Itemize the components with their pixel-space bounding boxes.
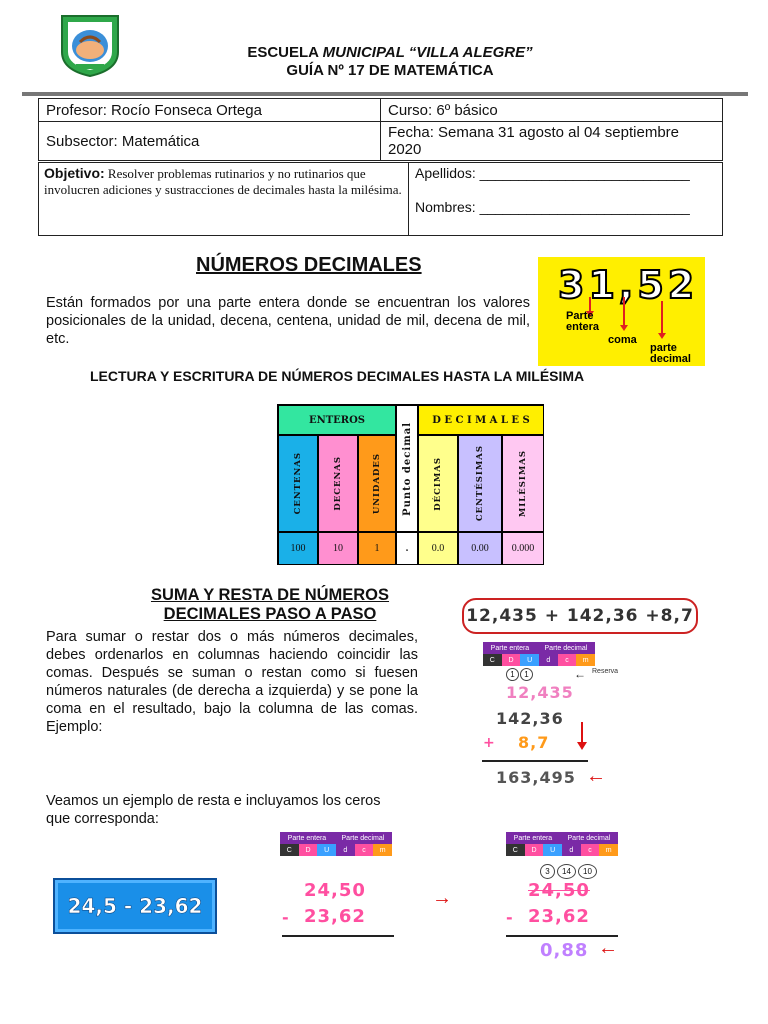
subtraction-header-step2 [506,832,618,856]
apellidos-field[interactable]: Apellidos: ___________________________ [415,165,690,181]
col-decimas [418,435,458,532]
sub2-head-decimal: Parte decimal [567,834,611,842]
sub2-col-cc: c [581,844,600,856]
school-name: MUNICIPAL “VILLA ALEGRE” [322,44,533,61]
head-col-u: U [520,654,539,666]
objective-label: Objetivo: [44,165,105,181]
head-col-m: m [576,654,595,666]
val-unidades: 1 [358,532,396,565]
objective-box [38,162,723,236]
plus-sign: + [483,735,496,751]
section-title-decimales: NÚMEROS DECIMALES [196,254,422,276]
subtrahend-step1: 23,62 [304,906,366,927]
sub2-col-c: C [506,844,525,856]
section-title-lectura: LECTURA Y ESCRITURA DE NÚMEROS DECIMALES HASTA LA MILÉSIMA [90,368,585,384]
sub2-head-entera: Parte entera [513,834,553,842]
col-centenas-label: CENTENAS [293,452,303,515]
col-milesimas [502,435,544,532]
sub1-col-u: U [317,844,336,856]
val-punto: . [396,532,418,565]
minus-sign-step2: - [506,908,514,927]
col-centesimas-label: CENTÉSIMAS [475,445,485,522]
head-col-dd: d [539,654,558,666]
addition-result: 163,495 [496,768,576,787]
sub1-col-dd: d [336,844,355,856]
sub1-col-m: m [373,844,392,856]
col-decenas [318,435,358,532]
val-centesimas: 0.00 [458,532,502,565]
sub1-col-cc: c [355,844,374,856]
carry-digit-2: 1 [520,668,533,681]
carry-digit-1: 1 [506,668,519,681]
decimal-parts-illustration [538,257,705,366]
header-divider [22,92,748,96]
addition-result-line [482,760,588,762]
addend-1: 12,435 [506,683,574,702]
addend-3: 8,7 [518,733,550,752]
result-arrow-icon: ← [586,765,606,787]
sub1-col-d: D [299,844,318,856]
suma-explanation: Para sumar o restar dos o más números decimales, debes ordenarlos en columnas haciendo coincidir las comas. Después se suman o restan como si fuesen números naturales (de derecha a izquierda) y se pone la coma en el resultado, bajo la columna de las comas. Ejemplo: [46,629,418,735]
reserva-label: Reserva [592,668,619,675]
borrow-digit-1: 3 [540,864,555,879]
addend-2: 142,36 [496,709,564,728]
col-decenas-label: DECENAS [333,456,343,511]
decimales-intro: Están formados por una parte entera donde se encuentran los valores posicionales de la unidad, decena, centena, unidad de mil, decena de mil, etc. [46,295,530,347]
sum-expression: 12,435 + 142,36 +8,7 [466,606,694,626]
head-col-d: D [502,654,521,666]
school-logo [58,12,122,78]
head-decimal: Parte decimal [544,644,588,652]
borrow-digit-3: 10 [578,864,597,879]
decimales-header: D E C I M A L E S [418,405,544,435]
place-value-table [277,404,544,565]
subsector-cell: Subsector: Matemática [39,122,381,161]
col-milesimas-label: MILÉSIMAS [518,449,528,518]
student-fields [409,163,722,235]
objective-text [39,163,409,235]
punto-decimal-header [396,405,418,532]
borrow-digit-2: 14 [557,864,576,879]
head-col-cc: c [558,654,577,666]
addition-column-header [483,642,595,666]
sub2-col-u: U [543,844,562,856]
example-number: 31,52 [558,263,699,307]
profesor-cell: Profesor: Rocío Fonseca Ortega [39,99,381,122]
objective-body: Resolver problemas rutinarios y no rutinarios que involucren adiciones y sustracciones de decimales hasta la milésima. [44,166,402,197]
label-parte-decimal: parte decimal [650,342,691,365]
col-decimas-label: DÉCIMAS [433,456,443,511]
subtrahend-step2: 23,62 [528,906,590,927]
col-unidades-label: UNIDADES [372,452,382,515]
subtraction-expression: 24,5 - 23,62 [67,894,203,918]
label-coma: coma [608,334,637,346]
label-parte-entera: Parte entera [566,310,600,333]
minuend-step2: 24,50 [528,880,590,901]
head-col-c: C [483,654,502,666]
subtraction-result: 0,88 [540,940,589,961]
punto-decimal-label: Punto decimal [401,421,413,516]
sub1-col-c: C [280,844,299,856]
enteros-header: ENTEROS [278,405,396,435]
school-prefix: ESCUELA [247,44,323,61]
val-decenas: 10 [318,532,358,565]
resta-intro: Veamos un ejemplo de resta e incluyamos los ceros que corresponda: [46,793,381,827]
val-centenas: 100 [278,532,318,565]
info-table [38,98,723,161]
col-centesimas [458,435,502,532]
sub1-head-decimal: Parte decimal [341,834,385,842]
subtraction-line-step1 [282,935,394,937]
guide-title: GUÍA Nº 17 DE MATEMÁTICA [286,62,494,79]
col-centenas [278,435,318,532]
fecha-cell: Fecha: Semana 31 agosto al 04 septiembre 2020 [381,122,723,161]
subtraction-result-arrow-icon: ← [598,937,618,959]
reserva-arrow-icon: ← [574,667,586,681]
sub2-col-m: m [599,844,618,856]
minuend-step1: 24,50 [304,880,366,901]
sub1-head-entera: Parte entera [287,834,327,842]
down-arrow-icon [575,722,589,752]
subtraction-expression-box [53,878,217,934]
subtraction-header-step1 [280,832,392,856]
minus-sign-step1: - [282,908,290,927]
head-entera: Parte entera [490,644,530,652]
nombres-field[interactable]: Nombres: ___________________________ [415,199,690,215]
val-decimas: 0.0 [418,532,458,565]
school-header [180,44,600,80]
section-title-suma: SUMA Y RESTA DE NÚMEROS DECIMALES PASO A PASO [150,586,390,623]
sub2-col-d: D [525,844,544,856]
sub2-col-dd: d [562,844,581,856]
col-unidades [358,435,396,532]
sum-expression-banner [462,598,698,634]
step-arrow-icon: → [432,887,452,909]
val-milesimas: 0.000 [502,532,544,565]
curso-cell: Curso: 6º básico [381,99,723,122]
